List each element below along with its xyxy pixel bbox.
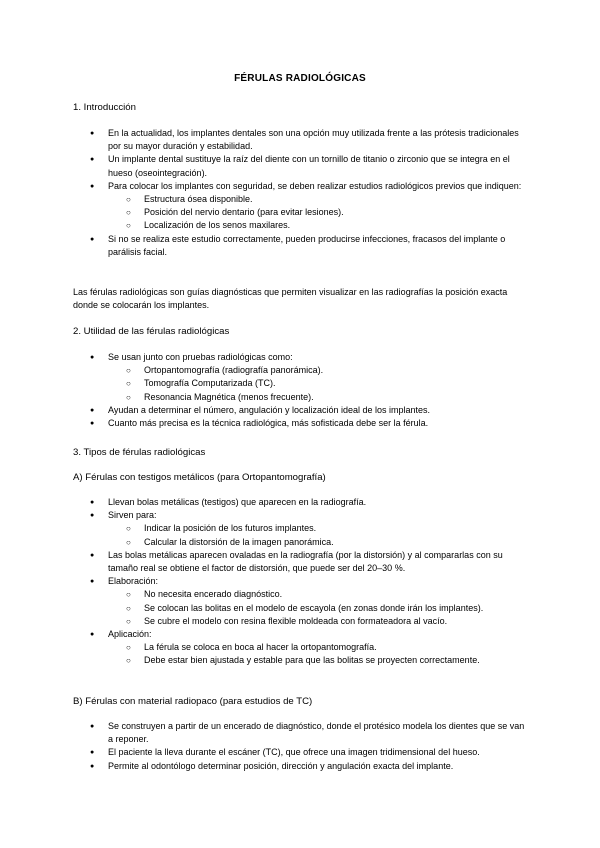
sub-list-item: ○ Debe estar bien ajustada y estable para que las bolitas se proyecten correctamente. xyxy=(108,654,530,667)
list-item xyxy=(90,233,530,259)
list-item xyxy=(90,153,530,179)
list-item xyxy=(90,496,530,509)
list-item xyxy=(90,628,530,668)
subsection-heading-material-radiopaco: B) Férulas con material radiopaco (para estudios de TC) xyxy=(73,696,313,707)
list-item-text: Para colocar los implantes con seguridad, se deben realizar estudios radiológicos previos que indiquen: xyxy=(108,180,522,191)
sub-list-item: ○ Ortopantomografía (radiografía panorámica). xyxy=(108,364,530,377)
list-item xyxy=(90,746,530,759)
sub-list-item: ○ Estructura ósea disponible. xyxy=(108,193,530,206)
bullet-list-testigos-metalicos xyxy=(90,496,530,668)
section-heading-tipos: 3. Tipos de férulas radiológicas xyxy=(73,447,206,458)
list-item xyxy=(90,760,530,773)
sub-list xyxy=(108,641,530,667)
sub-list-item: ○ Posición del nervio dentario (para evitar lesiones). xyxy=(108,206,530,219)
section-heading-introduccion: 1. Introducción xyxy=(73,102,136,113)
sub-list xyxy=(108,588,530,628)
list-item-text: Si no se realiza este estudio correctamente, pueden producirse infecciones, fracasos del implante o parálisis facial. xyxy=(108,233,506,257)
bullet-list-introduccion xyxy=(90,127,530,259)
sub-list xyxy=(108,193,530,233)
list-item-text: Se usan junto con pruebas radiológicas como: xyxy=(108,352,293,362)
sub-list-item: ○ Resonancia Magnética (menos frecuente). xyxy=(108,391,530,404)
list-item-text: Las bolas metálicas aparecen ovaladas en la radiografía (por la distorsión) y al compararlas con su tamaño real se obtiene el factor de distorsión, que puede ser del 20–30 %. xyxy=(108,549,503,574)
list-item xyxy=(90,417,530,430)
list-item xyxy=(90,720,530,746)
list-item xyxy=(90,351,530,404)
list-item xyxy=(90,575,530,628)
list-item-text: El paciente la lleva durante el escáner (TC), que ofrece una imagen tridimensional del hueso. xyxy=(108,747,480,758)
list-item xyxy=(90,180,530,233)
sub-list-item: ○ Localización de los senos maxilares. xyxy=(108,219,530,232)
sub-list xyxy=(108,522,530,548)
list-item-text: Elaboración: xyxy=(108,576,159,587)
list-item-text: En la actualidad, los implantes dentales son una opción muy utilizada frente a las prótesis tradicionales por su mayor duración y estabilidad. xyxy=(108,128,519,152)
list-item-text: Sirven para: xyxy=(108,510,157,521)
sub-list-item: ○ Tomografía Computarizada (TC). xyxy=(108,377,530,390)
sub-list-item: ○ Se cubre el modelo con resina flexible moldeada con formateadora al vacío. xyxy=(108,615,530,628)
sub-list-item: ○ Indicar la posición de los futuros implantes. xyxy=(108,522,530,535)
section-heading-utilidad: 2. Utilidad de las férulas radiológicas xyxy=(73,326,230,337)
list-item-text: Llevan bolas metálicas (testigos) que aparecen en la radiografía. xyxy=(108,497,367,507)
bullet-list-utilidad xyxy=(90,351,530,430)
sub-list-item: ○ Calcular la distorsión de la imagen panorámica. xyxy=(108,536,530,549)
list-item-text: Aplicación: xyxy=(108,629,152,640)
list-item xyxy=(90,549,530,575)
list-item xyxy=(90,509,530,549)
paragraph-ferulas-definicion: Las férulas radiológicas son guías diagnósticas que permiten visualizar en las radiografías la posición exacta donde se colocarán los implantes. xyxy=(73,287,508,311)
sub-list-item: ○ La férula se coloca en boca al hacer la ortopantomografía. xyxy=(108,641,530,654)
bullet-list-material-radiopaco xyxy=(90,720,530,773)
list-item-text: Se construyen a partir de un encerado de diagnóstico, donde el protésico modela los dientes que se van a reponer. xyxy=(108,721,525,745)
document-title: FÉRULAS RADIOLÓGICAS xyxy=(234,73,366,84)
subsection-heading-testigos-metalicos: A) Férulas con testigos metálicos (para Ortopantomografía) xyxy=(73,472,326,483)
list-item xyxy=(90,404,530,417)
sub-list xyxy=(108,364,530,404)
list-item-text: Ayudan a determinar el número, angulación y localización ideal de los implantes. xyxy=(108,404,431,415)
list-item-text: Permite al odontólogo determinar posición, dirección y angulación exacta del implante. xyxy=(108,760,454,771)
list-item-text: Cuanto más precisa es la técnica radiológica, más sofisticada debe ser la férula. xyxy=(108,418,429,429)
sub-list-item: ○ Se colocan las bolitas en el modelo de escayola (en zonas donde irán los implantes). xyxy=(108,602,530,615)
list-item-text: Un implante dental sustituye la raíz del diente con un tornillo de titanio o zirconio que se integra en el hueso (oseointegración). xyxy=(108,154,510,178)
sub-list-item: ○ No necesita encerado diagnóstico. xyxy=(108,588,530,601)
list-item xyxy=(90,127,530,153)
